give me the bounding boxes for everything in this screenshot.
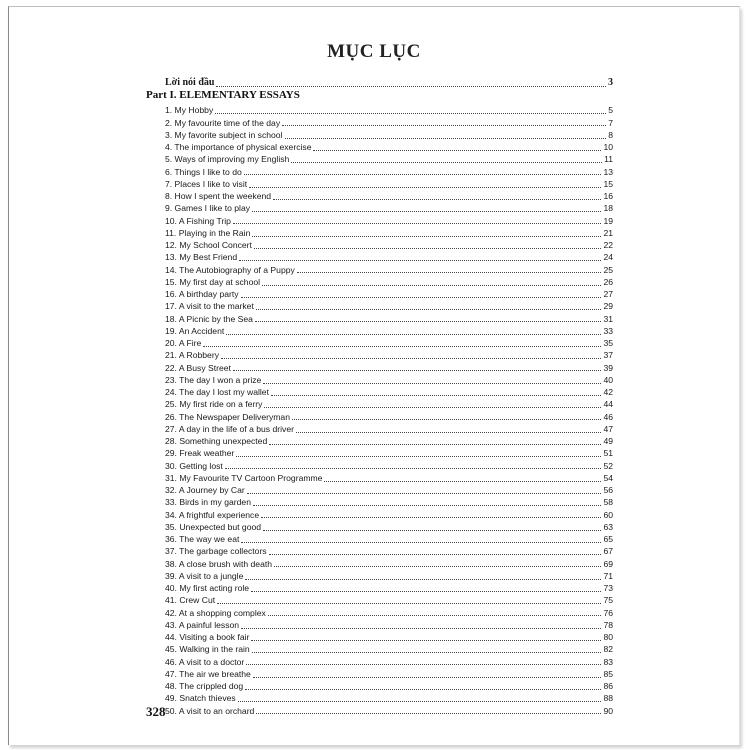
toc-entry-label: 45. Walking in the rain xyxy=(165,644,250,655)
toc-entry-label: 49. Snatch thieves xyxy=(165,693,236,704)
toc-leader-dots xyxy=(273,196,601,200)
toc-entry-row xyxy=(165,250,613,262)
toc-leader-dots xyxy=(241,539,601,543)
toc-entry-page: 56 xyxy=(603,485,613,496)
toc-entry-page: 44 xyxy=(603,399,613,410)
toc-entry-label: 46. A visit to a doctor xyxy=(165,656,245,667)
toc-entry-label: 22. A Busy Street xyxy=(165,362,231,373)
toc-entry-label: 20. A Fire xyxy=(165,338,202,349)
toc-leader-dots xyxy=(255,318,602,322)
toc-entry-row xyxy=(165,128,613,140)
toc-entry-page: 63 xyxy=(603,521,613,532)
toc-entry-row xyxy=(165,544,613,556)
toc-leader-dots xyxy=(216,83,606,87)
toc-entry-row xyxy=(165,115,613,127)
toc-entry-label: 38. A close brush with death xyxy=(165,558,273,569)
toc-entry-page: 47 xyxy=(603,423,613,434)
toc-entry-row xyxy=(165,532,613,544)
toc-entry-page: 49 xyxy=(603,436,613,447)
toc-entry-label: 1. My Hobby xyxy=(165,105,214,116)
toc-entry-page: 51 xyxy=(603,448,613,459)
toc-entry-label: 33. Birds in my garden xyxy=(165,497,251,508)
toc-entry-row xyxy=(165,262,613,274)
toc-entry-page: 54 xyxy=(603,472,613,483)
toc-leader-dots xyxy=(238,698,602,702)
toc-entry-row xyxy=(165,385,613,397)
toc-entry-row xyxy=(165,299,613,311)
toc-leader-dots xyxy=(249,184,601,188)
toc-entry-label: 21. A Robbery xyxy=(165,350,219,361)
toc-leader-dots xyxy=(291,159,602,163)
toc-entry-label: 12. My School Concert xyxy=(165,240,252,251)
toc-leader-dots xyxy=(252,233,601,237)
toc-entry-label: 42. At a shopping complex xyxy=(165,607,266,618)
toc-leader-dots xyxy=(245,686,601,690)
toc-entry-label: 4. The importance of physical exercise xyxy=(165,142,312,153)
toc-leader-dots xyxy=(253,502,601,506)
toc-leader-dots xyxy=(217,600,601,604)
toc-entry-page: 18 xyxy=(603,203,613,214)
toc-leader-dots xyxy=(269,551,602,555)
toc-leader-dots xyxy=(269,441,601,445)
toc-entry-page: 26 xyxy=(603,276,613,287)
toc-entry-row xyxy=(165,287,613,299)
toc-leader-dots xyxy=(245,576,601,580)
toc-entry-row xyxy=(165,630,613,642)
toc-entry-label: 6. Things I like to do xyxy=(165,166,242,177)
toc-entry-page: 31 xyxy=(603,313,613,324)
toc-entry-label: 7. Places I like to visit xyxy=(165,178,248,189)
toc-entry-page: 13 xyxy=(603,166,613,177)
toc-entry-label: 32. A Journey by Car xyxy=(165,485,245,496)
toc-entry-label: 25. My first ride on a ferry xyxy=(165,399,263,410)
toc-entry-page: 65 xyxy=(603,534,613,545)
toc-entry-label: 18. A Picnic by the Sea xyxy=(165,313,253,324)
toc-entry-label: 14. The Autobiography of a Puppy xyxy=(165,264,295,275)
toc-leader-dots xyxy=(236,453,601,457)
toc-leader-dots xyxy=(296,429,601,433)
toc-entry-row xyxy=(165,213,613,225)
toc-entry-page: 76 xyxy=(603,607,613,618)
toc-entry-page: 78 xyxy=(603,619,613,630)
toc-leader-dots xyxy=(226,331,601,335)
toc-entry-label: 37. The garbage collectors xyxy=(165,546,267,557)
toc-leader-dots xyxy=(233,367,602,371)
toc-entry-label: 15. My first day at school xyxy=(165,276,261,287)
toc-entry-row xyxy=(165,336,613,348)
toc-entry-page: 35 xyxy=(603,338,613,349)
toc-entry-row xyxy=(165,703,613,715)
toc-entry-label: 31. My Favourite TV Cartoon Programme xyxy=(165,472,323,483)
toc-entry-label: 24. The day I lost my wallet xyxy=(165,387,269,398)
toc-entry-row xyxy=(165,275,613,287)
toc-leader-dots xyxy=(297,269,602,273)
toc-entry-page: 16 xyxy=(603,191,613,202)
toc-entry-row xyxy=(165,495,613,507)
toc-entry-row xyxy=(165,140,613,152)
toc-entry-page: 58 xyxy=(603,497,613,508)
toc-entry-page: 60 xyxy=(603,509,613,520)
toc-leader-dots xyxy=(253,674,602,678)
toc-entry-row xyxy=(165,311,613,323)
toc-entry-row xyxy=(165,397,613,409)
toc-entry-row xyxy=(165,409,613,421)
toc-entry-page: 10 xyxy=(603,142,613,153)
toc-leader-dots xyxy=(268,612,602,616)
toc-entry-row xyxy=(165,642,613,654)
toc-entry-row xyxy=(165,618,613,630)
toc-entry-row xyxy=(165,483,613,495)
page-number: 328 xyxy=(146,704,166,719)
toc-entry-row xyxy=(165,189,613,201)
toc-entry-label: 5. Ways of improving my English xyxy=(165,154,290,165)
toc-entry-row xyxy=(165,507,613,519)
toc-entry-page: 37 xyxy=(603,350,613,361)
toc-entry-label: 28. Something unexpected xyxy=(165,436,268,447)
toc-entry-label: 50. A visit to an orchard xyxy=(165,705,255,716)
toc-entry-page: 52 xyxy=(603,460,613,471)
toc-leader-dots xyxy=(225,465,602,469)
toc-entry-label: 9. Games I like to play xyxy=(165,203,251,214)
toc-entry-label: 43. A painful lesson xyxy=(165,619,240,630)
toc-entry-row xyxy=(165,446,613,458)
toc-entry-label: 13. My Best Friend xyxy=(165,252,238,263)
toc-entry-page: 21 xyxy=(603,227,613,238)
toc-leader-dots xyxy=(324,478,601,482)
toc-leader-dots xyxy=(221,355,601,359)
toc-leader-dots xyxy=(241,294,602,298)
toc-entry-label: 17. A visit to the market xyxy=(165,301,254,312)
toc-entry-label: 39. A visit to a jungle xyxy=(165,570,244,581)
toc-leader-dots xyxy=(244,171,602,175)
toc-leader-dots xyxy=(252,649,602,653)
toc-entry-page: 71 xyxy=(603,570,613,581)
toc-entry-row xyxy=(165,238,613,250)
toc-entry-row xyxy=(165,667,613,679)
toc-preface-label: Lời nói đầu xyxy=(165,77,215,88)
toc-entry-page: 83 xyxy=(603,656,613,667)
toc-entry-label: 47. The air we breathe xyxy=(165,668,251,679)
toc-entry-page: 19 xyxy=(603,215,613,226)
toc-leader-dots xyxy=(239,257,601,261)
toc-entry-page: 33 xyxy=(603,325,613,336)
toc-entry-row xyxy=(165,458,613,470)
toc-part-heading: Part I. ELEMENTARY ESSAYS xyxy=(146,89,300,101)
toc-entry-row xyxy=(165,471,613,483)
page-title: MỤC LỤC xyxy=(327,41,421,62)
toc-entry-row xyxy=(165,177,613,189)
toc-entry-row xyxy=(165,605,613,617)
toc-entry-label: 23. The day I won a prize xyxy=(165,374,262,385)
toc-leader-dots xyxy=(247,490,602,494)
toc-entry-page: 69 xyxy=(603,558,613,569)
toc-leader-dots xyxy=(251,637,601,641)
toc-entry-page: 27 xyxy=(603,289,613,300)
toc-entry-page: 46 xyxy=(603,411,613,422)
toc-entry-page: 29 xyxy=(603,301,613,312)
toc-entry-row xyxy=(165,581,613,593)
toc-entry-label: 11. Playing in the Rain xyxy=(165,227,251,238)
toc-entry-row xyxy=(165,593,613,605)
toc-entry-page: 82 xyxy=(603,644,613,655)
toc-entry-row xyxy=(165,324,613,336)
toc-entry-row xyxy=(165,201,613,213)
toc-leader-dots xyxy=(215,110,606,114)
toc-entry-row xyxy=(165,434,613,446)
toc-entry-row xyxy=(165,691,613,703)
toc-entry-row xyxy=(165,164,613,176)
toc-leader-dots xyxy=(263,380,601,384)
toc-leader-dots xyxy=(292,416,601,420)
toc-entry-row xyxy=(165,422,613,434)
toc-leader-dots xyxy=(241,625,601,629)
toc-entry-page: 88 xyxy=(603,693,613,704)
toc-entry-label: 34. A frightful experience xyxy=(165,509,260,520)
toc-entry-row xyxy=(165,360,613,372)
toc-leader-dots xyxy=(254,245,602,249)
toc-entry-page: 5 xyxy=(608,105,613,116)
toc-entry-label: 29. Freak weather xyxy=(165,448,235,459)
toc-leader-dots xyxy=(285,135,607,139)
toc-entry-page: 42 xyxy=(603,387,613,398)
toc-entry-label: 27. A day in the life of a bus driver xyxy=(165,423,294,434)
toc-entry-row xyxy=(165,654,613,666)
toc-entry-label: 2. My favourite time of the day xyxy=(165,117,281,128)
toc-entry-row xyxy=(165,103,613,115)
toc-entry-page: 8 xyxy=(608,129,613,140)
toc-entry-label: 8. How I spent the weekend xyxy=(165,191,272,202)
toc-entry-page: 85 xyxy=(603,668,613,679)
toc-leader-dots xyxy=(233,220,602,224)
toc-entry-page: 15 xyxy=(603,178,613,189)
toc-entry-page: 73 xyxy=(603,583,613,594)
toc-entry-label: 36. The way we eat xyxy=(165,534,240,545)
toc-entry-page: 39 xyxy=(603,362,613,373)
toc-entry-row xyxy=(165,679,613,691)
toc-entry-label: 30. Getting lost xyxy=(165,460,223,471)
toc-entry-page: 25 xyxy=(603,264,613,275)
toc-entry-page: 86 xyxy=(603,681,613,692)
toc-entry-page: 7 xyxy=(608,117,613,128)
toc-leader-dots xyxy=(262,282,601,286)
toc-leader-dots xyxy=(261,514,601,518)
toc-leader-dots xyxy=(251,588,601,592)
toc-preface-row xyxy=(165,76,613,88)
toc-entry-label: 26. The Newspaper Deliveryman xyxy=(165,411,290,422)
toc-leader-dots xyxy=(274,563,601,567)
toc-entry-page: 75 xyxy=(603,595,613,606)
toc-leader-dots xyxy=(263,527,601,531)
toc-entry-row xyxy=(165,520,613,532)
toc-leader-dots xyxy=(313,147,601,151)
toc-entry-row xyxy=(165,226,613,238)
toc-entry-row xyxy=(165,556,613,568)
toc-entry-label: 44. Visiting a book fair xyxy=(165,632,250,643)
toc-entry-page: 22 xyxy=(603,240,613,251)
toc-leader-dots xyxy=(256,306,602,310)
toc-preface-page: 3 xyxy=(608,77,613,88)
toc-entry-page: 67 xyxy=(603,546,613,557)
toc-leader-dots xyxy=(256,710,601,714)
book-page xyxy=(8,6,740,745)
toc-leader-dots xyxy=(271,392,601,396)
toc-leader-dots xyxy=(264,404,601,408)
toc-entry-row xyxy=(165,348,613,360)
toc-entry-page: 40 xyxy=(603,374,613,385)
toc-leader-dots xyxy=(282,122,606,126)
toc-entry-row xyxy=(165,569,613,581)
toc-leader-dots xyxy=(203,343,601,347)
toc-entry-page: 11 xyxy=(604,154,613,165)
toc-entry-page: 24 xyxy=(603,252,613,263)
toc-entry-label: 48. The crippled dog xyxy=(165,681,244,692)
toc-entry-row xyxy=(165,152,613,164)
toc-entry-label: 40. My first acting role xyxy=(165,583,250,594)
toc-leader-dots xyxy=(246,661,601,665)
toc-entry-page: 80 xyxy=(603,632,613,643)
toc-entry-page: 90 xyxy=(603,705,613,716)
toc-entry-label: 10. A Fishing Trip xyxy=(165,215,231,226)
toc-entry-label: 16. A birthday party xyxy=(165,289,239,300)
toc-leader-dots xyxy=(252,208,601,212)
toc-entry-label: 3. My favorite subject in school xyxy=(165,129,283,140)
toc-entry-row xyxy=(165,373,613,385)
toc-entry-label: 19. An Accident xyxy=(165,325,225,336)
toc-entry-label: 35. Unexpected but good xyxy=(165,521,262,532)
toc-entry-label: 41. Crew Cut xyxy=(165,595,216,606)
